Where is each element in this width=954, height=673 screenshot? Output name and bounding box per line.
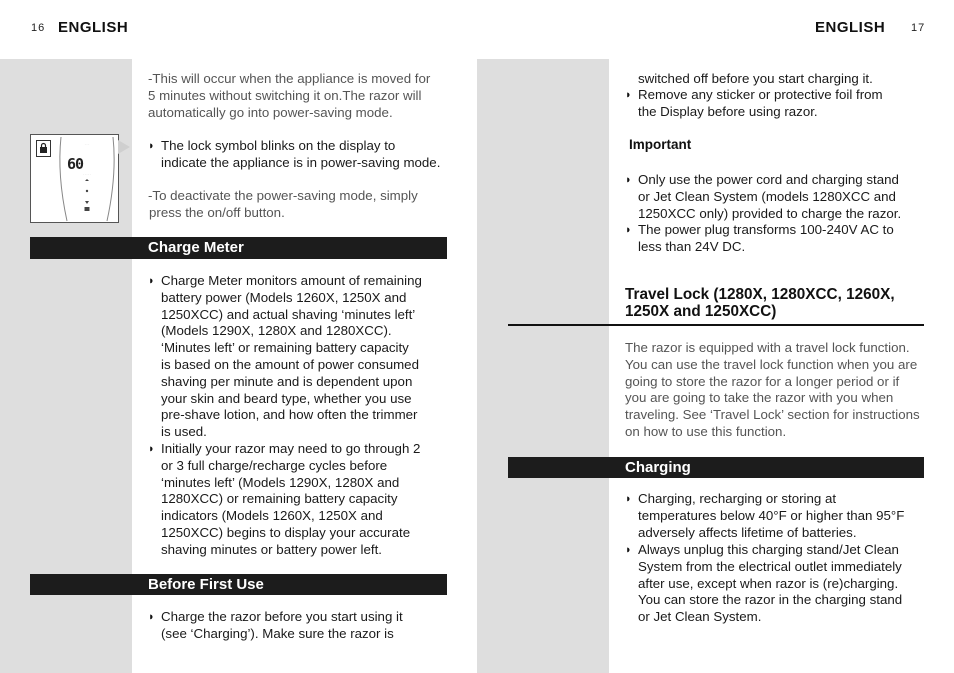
lock-symbol-bullet: The lock symbol blinks on the display to indicate the appliance is in power-saving mode. bbox=[161, 138, 441, 170]
bullet-marker: ◗ bbox=[148, 611, 155, 623]
charge-meter-heading: Charge Meter bbox=[148, 239, 244, 256]
before-first-use-bullet-1: Charge the razor before you start using it (see ‘Charging’). Make sure the razor is bbox=[161, 609, 403, 641]
travel-lock-text: The razor is equipped with a travel lock function. You can use the travel lock function when you are going to store the razor for a longer period or if you are going to take the razor with you when traveling. See ‘Travel Lock’ section for instructions on how to use this function. bbox=[625, 340, 920, 439]
lock-icon bbox=[36, 140, 51, 157]
before-first-use-heading-bar bbox=[30, 574, 447, 595]
power-saving-note: -This will occur when the appliance is moved for 5 minutes without switching it on.The razor will automatically go into power-saving mode. bbox=[148, 71, 431, 120]
callout-pointer bbox=[118, 140, 130, 154]
display-digits: 60 bbox=[66, 155, 84, 173]
charge-meter-bullet-1: Charge Meter monitors amount of remaining battery power (Models 1260X, 1250X and 1250XCC) and actual shaving ‘minutes left’ (Models 1290X, 1280X and 1280XCC). ‘Minutes left’ or remaining battery capacity is based on the amount of power consumed shaving per minute and is dependent upon your skin and beard type, whether you use pre-shave lotion, and how often the trimmer is used. bbox=[161, 273, 422, 440]
bullet-marker: ◗ bbox=[625, 174, 632, 186]
bullet-marker: ◗ bbox=[148, 140, 155, 152]
left-page-language: ENGLISH bbox=[58, 19, 129, 36]
right-margin-column bbox=[477, 59, 609, 673]
travel-lock-rule bbox=[508, 324, 924, 326]
bullet-marker: ◗ bbox=[625, 544, 632, 556]
right-page-number: 17 bbox=[911, 22, 926, 34]
important-label: Important bbox=[629, 137, 692, 152]
before-first-use-heading: Before First Use bbox=[148, 576, 264, 593]
razor-display-illustration bbox=[30, 134, 119, 223]
charging-heading-bar bbox=[508, 457, 924, 478]
charge-meter-heading-bar bbox=[30, 237, 447, 259]
charging-heading: Charging bbox=[625, 459, 691, 476]
charging-bullet-2: Always unplug this charging stand/Jet Clean System from the electrical outlet immediately after use, except when razor is (re)charging. You can store the razor in the charging stand or Jet Clean System. bbox=[638, 542, 903, 625]
left-page-number: 16 bbox=[31, 22, 46, 34]
remove-sticker-bullet: Remove any sticker or protective foil from the Display before using razor. bbox=[638, 87, 883, 119]
bullet-marker: ◗ bbox=[625, 89, 632, 101]
right-page-language: ENGLISH bbox=[815, 19, 886, 36]
charge-meter-bullet-2: Initially your razor may need to go through 2 or 3 full charge/recharge cycles before ‘minutes left’ (Models 1290X, 1280X and 1280XCC) or remaining battery capacity indicators (Models 1260X, 1250X and 1250XCC) begins to display your accurate shaving minutes or battery power left. bbox=[161, 441, 421, 557]
bullet-marker: ◗ bbox=[625, 224, 632, 236]
deactivate-note: -To deactivate the power-saving mode, simply press the on/off button. bbox=[148, 188, 418, 220]
important-bullet-1: Only use the power cord and charging stand or Jet Clean System (models 1280XCC and 1250XCC only) provided to charge the razor. bbox=[638, 172, 902, 221]
bullet-marker: ◗ bbox=[148, 275, 155, 287]
travel-lock-heading: Travel Lock (1280X, 1280XCC, 1260X, 1250X and 1250XCC) bbox=[625, 286, 895, 320]
svg-text:· · ·: · · · bbox=[84, 142, 90, 146]
bullet-marker: ◗ bbox=[148, 443, 155, 455]
razor-body-outline bbox=[53, 135, 117, 222]
continued-text: switched off before you start charging it. bbox=[638, 71, 873, 86]
svg-text:· · · · ·: · · · · · bbox=[82, 172, 92, 176]
important-bullet-2: The power plug transforms 100-240V AC to less than 24V DC. bbox=[638, 222, 894, 254]
charging-bullet-1: Charging, recharging or storing at temperatures below 40°F or higher than 95°F adversely affects lifetime of batteries. bbox=[638, 491, 905, 540]
bullet-marker: ◗ bbox=[625, 493, 632, 505]
